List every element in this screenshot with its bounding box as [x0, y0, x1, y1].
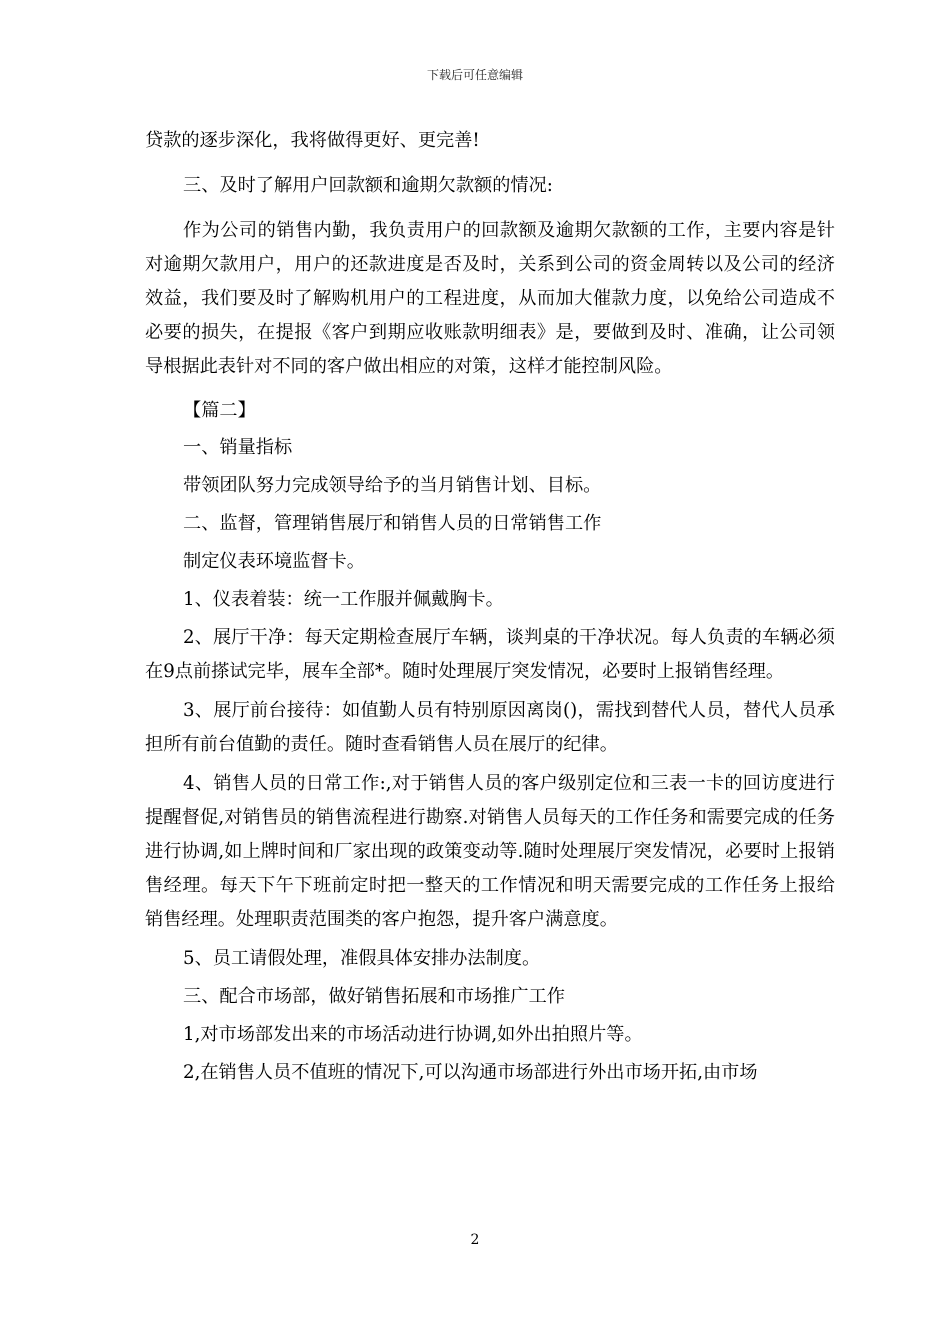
paragraph-14: 1,对市场部发出来的市场活动进行协调,如外出拍照片等。: [183, 1024, 643, 1045]
paragraph-11: 4、销售人员的日常工作:,对于销售人员的客户级别定位和三表一卡的回访度进行提醒督促,对销售员的销售流程进行勘察.对销售人员每天的工作任务和需要完成的任务进行协调,如上牌时间和厂家出现的政策变动等.随时处理展厅突发情况，必要时上报销售经理。每天下午下班前定时把一整天的工作情况和明天需要完成的工作任务上报给销售经理。处理职责范围类的客户抱怨，提升客户满意度。: [145, 773, 835, 930]
paragraph-6: 二、监督，管理销售展厅和销售人员的日常销售工作: [183, 513, 602, 534]
paragraph-1: 贷款的逐步深化，我将做得更好、更完善!: [145, 130, 480, 151]
section-heading-pian-er: 【篇二】: [183, 400, 256, 421]
paragraph-15: 2,在销售人员不值班的情况下,可以沟通市场部进行外出市场开拓,由市场: [183, 1062, 758, 1083]
paragraph-13: 三、配合市场部，做好销售拓展和市场推广工作: [183, 986, 565, 1007]
paragraph-2: 三、及时了解用户回款额和逾期欠款额的情况:: [183, 175, 553, 196]
paragraph-8: 1、仪表着装：统一工作服并佩戴胸卡。: [183, 589, 504, 610]
paragraph-5: 带领团队努力完成领导给予的当月销售计划、目标。: [183, 475, 602, 496]
paragraph-12: 5、员工请假处理，准假具体安排办法制度。: [183, 948, 541, 969]
paragraph-4: 一、销量指标: [183, 437, 293, 458]
paragraph-3: 作为公司的销售内勤，我负责用户的回款额及逾期欠款额的工作，主要内容是针对逾期欠款用户，用户的还款进度是否及时，关系到公司的资金周转以及公司的经济效益，我们要及时了解购机用户的工程进度，从而加大催款力度，以免给公司造成不必要的损失，在提报《客户到期应收账款明细表》是，要做到及时、准确，让公司领导根据此表针对不同的客户做出相应的对策，这样才能控制风险。: [145, 220, 835, 377]
page-header: 下载后可任意编辑: [426, 68, 523, 82]
paragraph-9: 2、展厅干净：每天定期检查展厅车辆，谈判桌的干净状况。每人负责的车辆必须在9点前搽试完毕，展车全部*。随时处理展厅突发情况，必要时上报销售经理。: [145, 627, 835, 682]
page-number: 2: [470, 1232, 480, 1248]
paragraph-10: 3、展厅前台接待：如值勤人员有特别原因离岗()，需找到替代人员，替代人员承担所有前台值勤的责任。随时查看销售人员在展厅的纪律。: [145, 700, 835, 755]
document-body: [145, 124, 835, 1090]
paragraph-7: 制定仪表环境监督卡。: [183, 551, 365, 572]
